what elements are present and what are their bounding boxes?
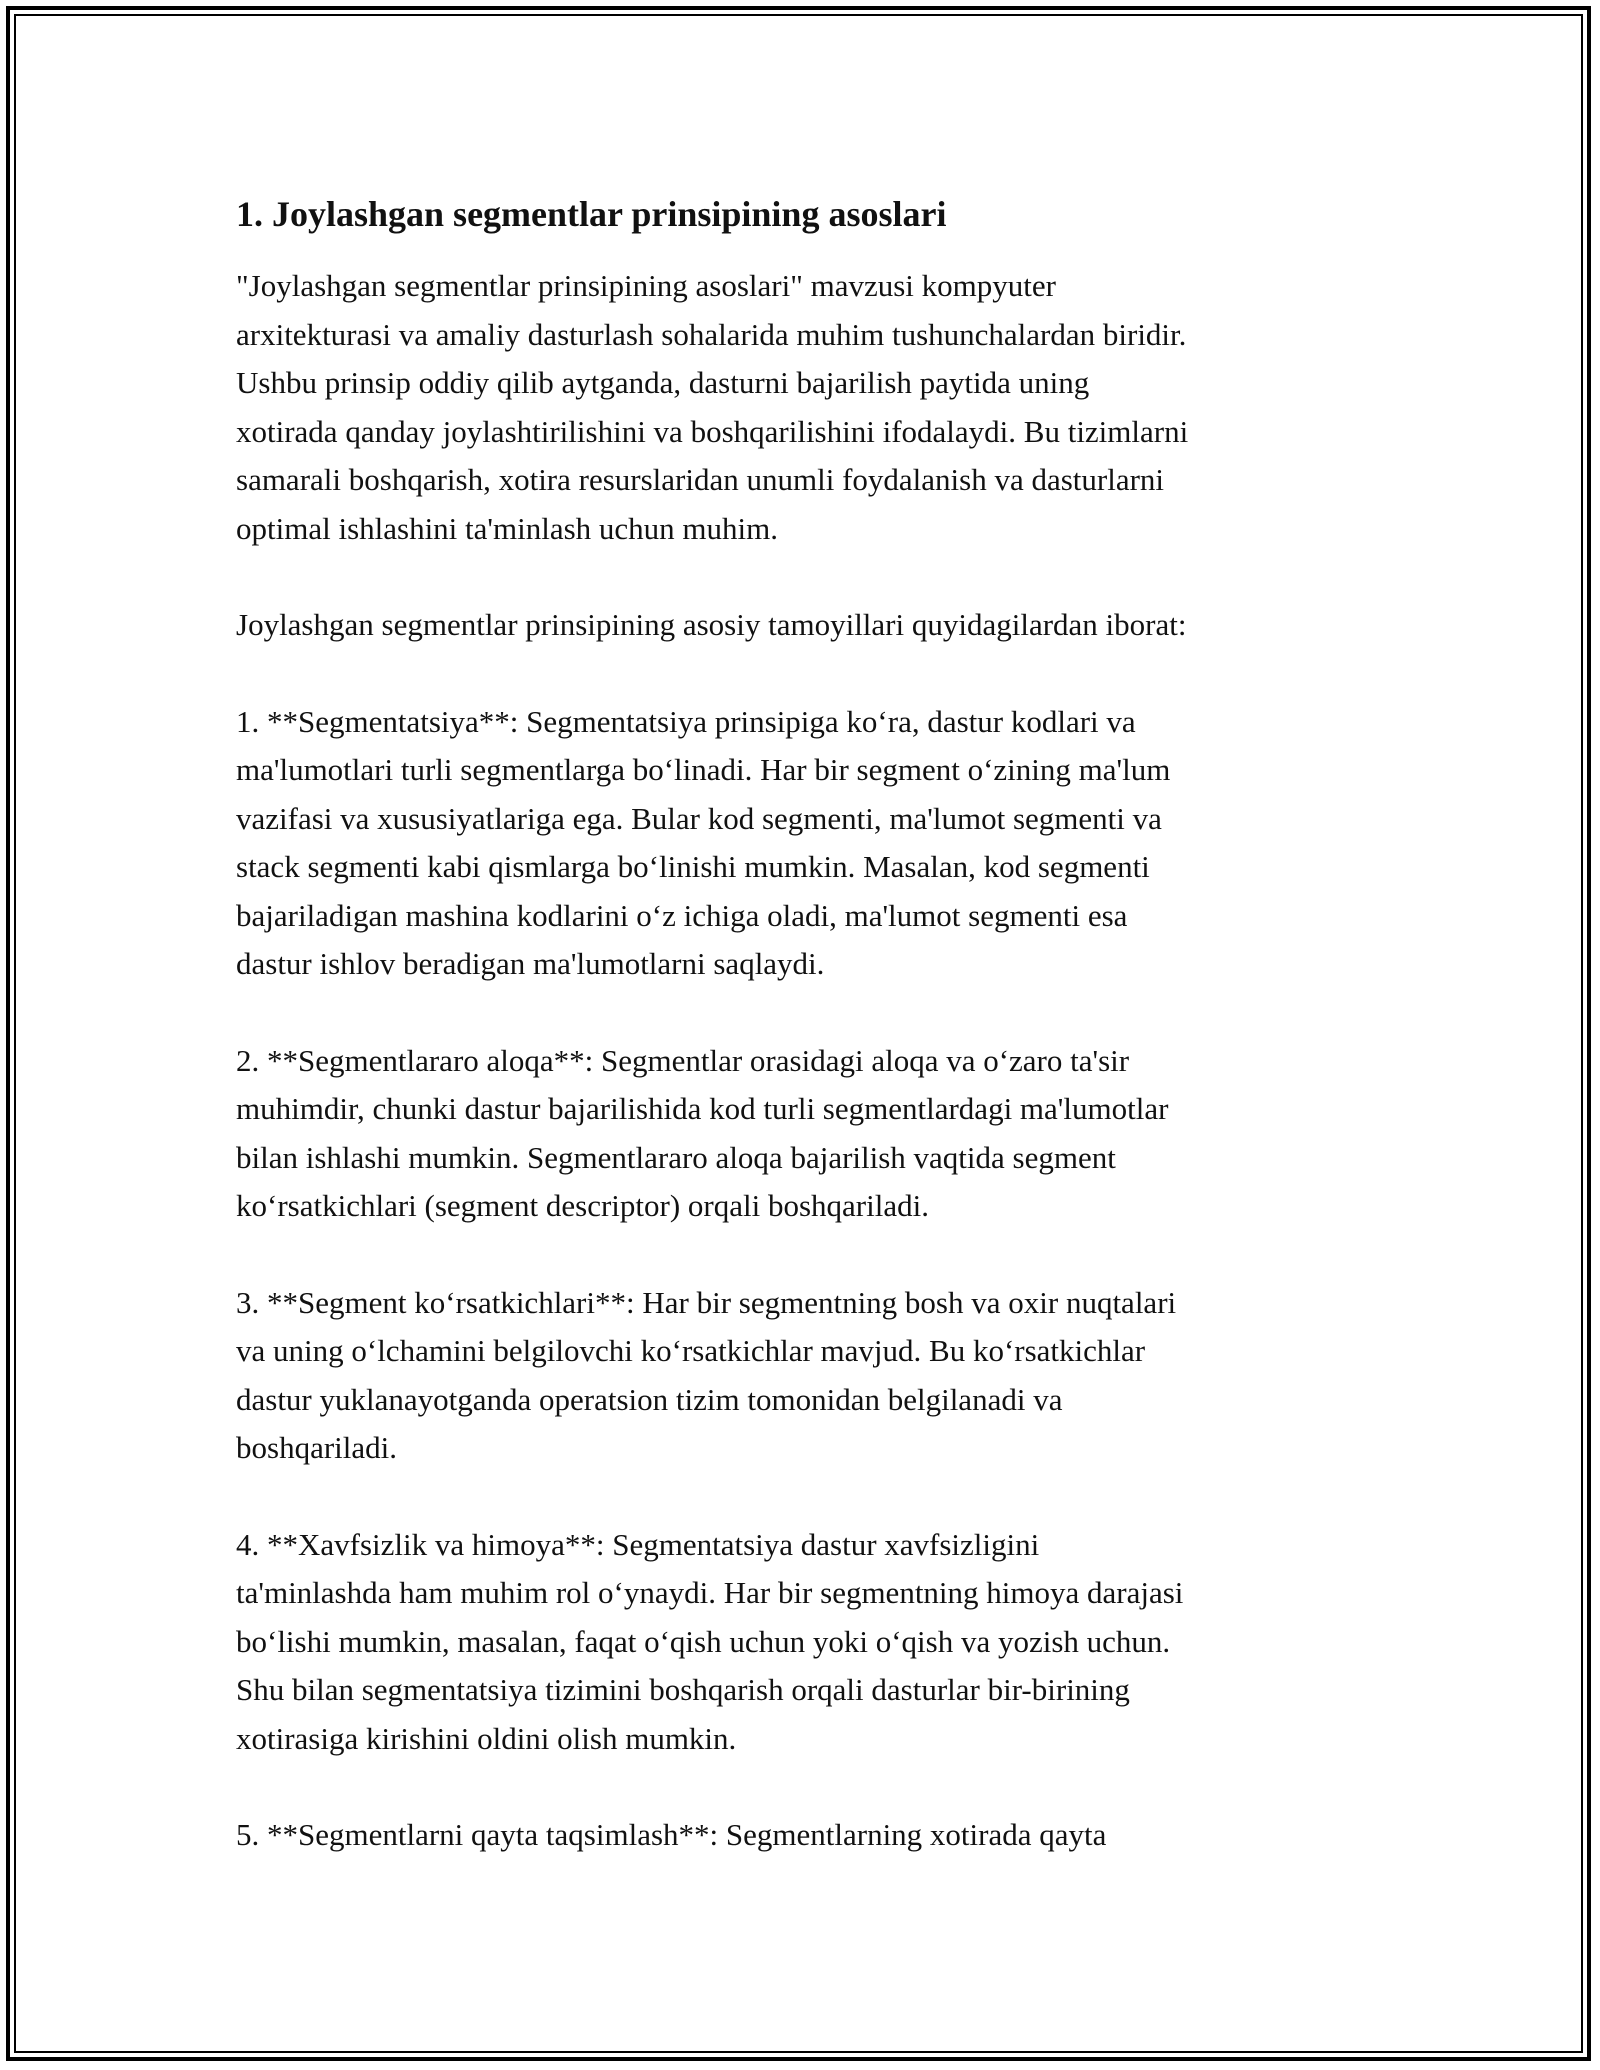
section-heading: 1. Joylashgan segmentlar prinsipining asoslari	[236, 194, 947, 234]
list-item-security-protection: 4. **Xavfsizlik va himoya**: Segmentatsiya dastur xavfsizligini ta'minlashda ham muhim rol o‘ynaydi. Har bir segmentning himoya darajasi bo‘lishi mumkin, masalan, faqat o‘qish uchun yoki o‘qish va yozish uchun. Shu bilan segmentatsiya tizimini boshqarish orqali dasturlar bir-birining xotirasiga kirishini oldini olish mumkin.	[236, 1526, 1184, 1756]
document-body	[236, 190, 1376, 1908]
principles-lead-paragraph: Joylashgan segmentlar prinsipining asosiy tamoyillari quyidagilardan iborat:	[236, 607, 1187, 642]
list-item-inter-segment-communication: 2. **Segmentlararo aloqa**: Segmentlar orasidagi aloqa va o‘zaro ta'sir muhimdir, chunki dastur bajarilishida kod turli segmentlardagi ma'lumotlar bilan ishlashi mumkin. Segmentlararo aloqa bajarilish vaqtida segment ko‘rsatkichlari (segment descriptor) orqali boshqariladi.	[236, 1042, 1169, 1223]
list-item-segment-descriptors: 3. **Segment ko‘rsatkichlari**: Har bir segmentning bosh va oxir nuqtalari va uning o‘lchamini belgilovchi ko‘rsatkichlar mavjud. Bu ko‘rsatkichlar dastur yuklanayotganda operatsion tizim tomonidan belgilanadi va boshqariladi.	[236, 1284, 1177, 1465]
intro-paragraph: "Joylashgan segmentlar prinsipining asoslari" mavzusi kompyuter arxitekturasi va amaliy dasturlash sohalarida muhim tushunchalardan biridir. Ushbu prinsip oddiy qilib aytganda, dasturni bajarilish paytida uning xotirada qanday joylashtirilishini va boshqarilishini ifodalaydi. Bu tizimlarni samarali boshqarish, xotira resurslaridan unumli foydalanish va dasturlarni optimal ishlashini ta'minlash uchun muhim.	[236, 268, 1189, 546]
list-item-segmentation: 1. **Segmentatsiya**: Segmentatsiya prinsipiga ko‘ra, dastur kodlari va ma'lumotlari turli segmentlarga bo‘linadi. Har bir segment o‘zining ma'lum vazifasi va xususiyatlariga ega. Bular kod segmenti, ma'lumot segmenti va stack segmenti kabi qismlarga bo‘linishi mumkin. Masalan, kod segmenti bajariladigan mashina kodlarini o‘z ichiga oladi, ma'lumot segmenti esa dastur ishlov beradigan ma'lumotlarni saqlaydi.	[236, 703, 1171, 981]
list-item-segment-reallocation: 5. **Segmentlarni qayta taqsimlash**: Segmentlarning xotirada qayta	[236, 1817, 1107, 1852]
